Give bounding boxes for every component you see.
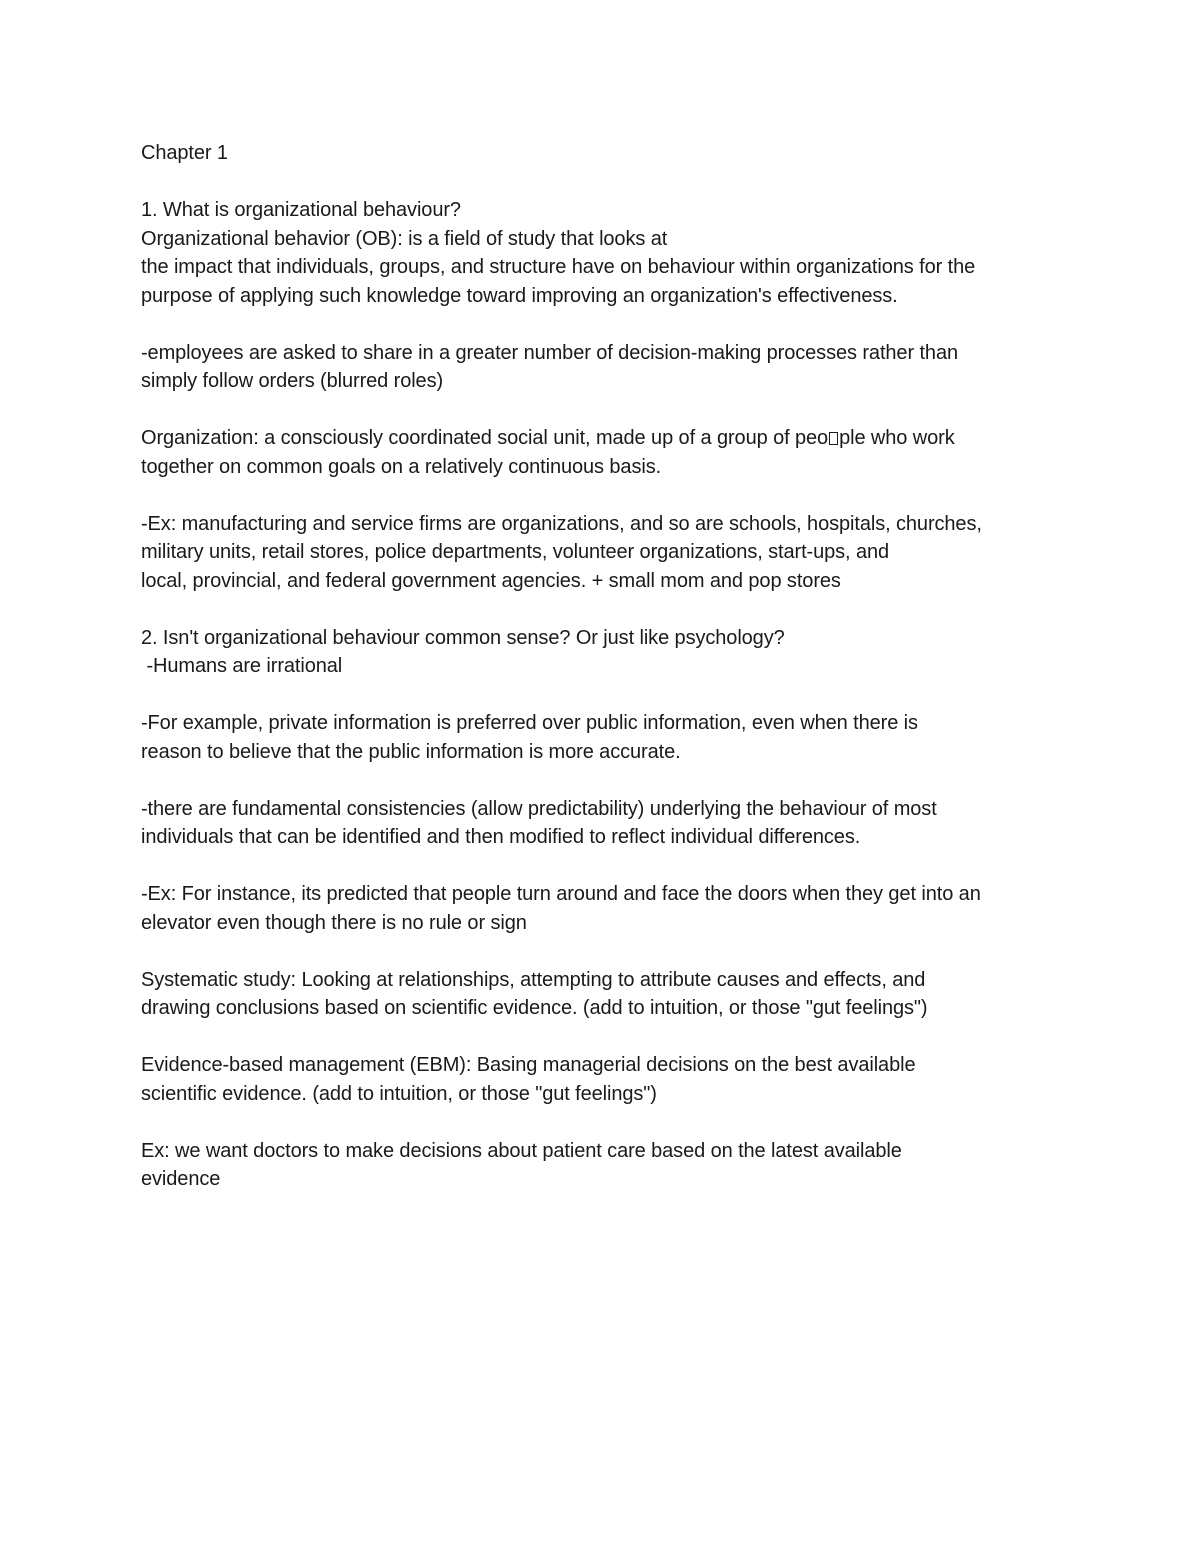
humans-irrational-note: -Humans are irrational [141, 655, 343, 677]
blank-line [141, 396, 1071, 425]
document-body [141, 139, 1071, 1194]
consistencies-line-2: individuals that can be identified and then modified to reflect individual differences. [141, 826, 861, 848]
blank-line [141, 310, 1071, 339]
blank-line [141, 595, 1071, 624]
doctors-example-line-1: Ex: we want doctors to make decisions about patient care based on the latest available [141, 1139, 902, 1162]
question-1: 1. What is organizational behaviour? [141, 199, 461, 221]
ebm-definition-line-1: Evidence-based management (EBM): Basing managerial decisions on the best available [141, 1054, 916, 1076]
organization-definition-part-1: Organization: a consciously coordinated social unit, made up of a group of peo [141, 427, 829, 449]
employees-note-line-2: simply follow orders (blurred roles) [141, 370, 444, 392]
organization-examples-line-2: military units, retail stores, police departments, volunteer organizations, start-ups, and [141, 541, 890, 563]
question-2: 2. Isn't organizational behaviour common sense? Or just like psychology? [141, 626, 785, 649]
elevator-example-line-1: -Ex: For instance, its predicted that people turn around and face the doors when they get into an [141, 883, 981, 905]
organization-definition-line-2: together on common goals on a relatively continuous basis. [141, 455, 662, 478]
blank-line [141, 681, 1071, 710]
ob-definition-line-1: Organizational behavior (OB): is a field of study that looks at [141, 227, 668, 250]
blank-line [141, 1023, 1071, 1052]
organization-examples-line-3: local, provincial, and federal government agencies. + small mom and pop stores [141, 569, 841, 592]
systematic-study-line-2: drawing conclusions based on scientific evidence. (add to intuition, or those "gut feelings") [141, 997, 928, 1019]
employees-note-line-1: -employees are asked to share in a greater number of decision-making processes rather than [141, 341, 958, 364]
doctors-example-line-2: evidence [141, 1168, 221, 1190]
blank-line [141, 766, 1071, 795]
blank-line [141, 937, 1071, 966]
missing-glyph-icon [829, 432, 838, 445]
private-information-line-1: -For example, private information is preferred over public information, even when there is [141, 712, 918, 734]
consistencies-line-1: -there are fundamental consistencies (allow predictability) underlying the behaviour of most [141, 797, 937, 820]
ebm-definition-line-2: scientific evidence. (add to intuition, or those "gut feelings") [141, 1082, 657, 1105]
organization-definition-line-1 [141, 424, 1071, 453]
blank-line [141, 168, 1071, 197]
ob-definition-line-3: purpose of applying such knowledge toward improving an organization's effectiveness. [141, 284, 898, 307]
chapter-title: Chapter 1 [141, 142, 228, 164]
organization-definition-part-2: ple who work [839, 427, 955, 449]
elevator-example-line-2: elevator even though there is no rule or sign [141, 911, 527, 934]
systematic-study-line-1: Systematic study: Looking at relationships, attempting to attribute causes and effects, and [141, 968, 926, 991]
blank-line [141, 852, 1071, 881]
private-information-line-2: reason to believe that the public information is more accurate. [141, 740, 681, 763]
organization-examples-line-1: -Ex: manufacturing and service firms are organizations, and so are schools, hospitals, churches, [141, 512, 982, 535]
blank-line [141, 481, 1071, 510]
blank-line [141, 1108, 1071, 1137]
ob-definition-line-2: the impact that individuals, groups, and structure have on behaviour within organizations for the [141, 256, 976, 278]
